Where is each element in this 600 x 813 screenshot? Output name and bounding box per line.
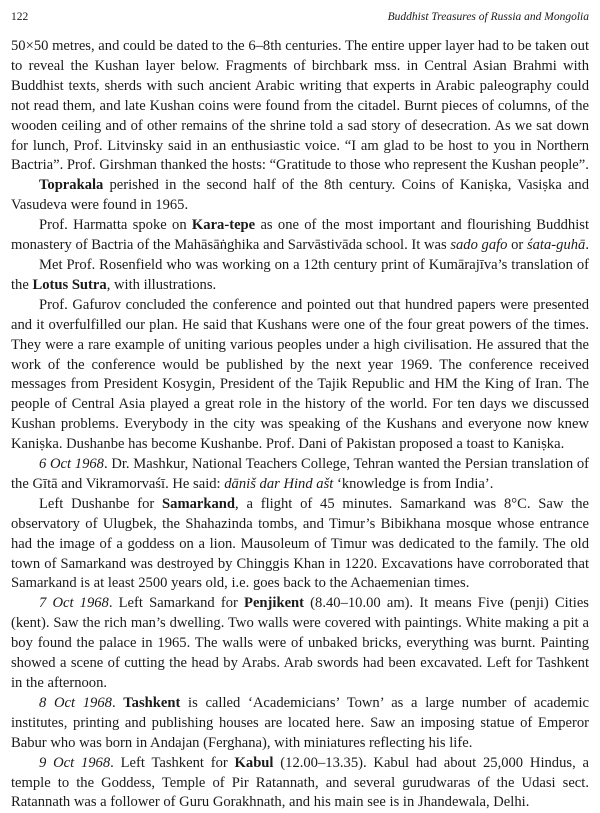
bold-term: Kara-tepe: [191, 217, 256, 234]
bold-term: Penjikent: [244, 595, 305, 612]
paragraph: [11, 176, 589, 216]
body-text: [11, 37, 589, 813]
italic-text: sado gafo: [450, 237, 508, 254]
text-run: (8.40–10.00 am). It means Five (penji) Cities (kent). Saw the rich man’s dwelling. Two walls were covered with paintings. White making a pit a boy found the palace in 1965. The walls were of unbaked bricks, everything was burnt. Painting showed a scene of cutting the head by Arabs. Arab swords had been excavated. Left for Tashkent in the afternoon.: [11, 595, 589, 691]
paragraph: [11, 216, 589, 256]
text-run: Prof. Harmatta spoke on: [39, 217, 192, 234]
text-run: .: [585, 237, 589, 254]
paragraph: [11, 694, 589, 754]
text-run: . Dr. Mashkur, National Teachers College, Tehran wanted the Persian translation of the Gītā and Vikramorvaśī. He said:: [11, 456, 590, 492]
italic-text: 9 Oct 1968: [39, 754, 111, 771]
bold-term: Lotus Sutra: [32, 276, 107, 293]
bold-term: Toprakala: [39, 177, 104, 194]
text-run: .: [111, 694, 124, 711]
text-run: . Left Samarkand for: [108, 595, 245, 612]
bold-term: Tashkent: [123, 694, 181, 711]
text-run: 50×50 metres, and could be dated to the 6–8th centuries. The entire upper layer had to be taken out to reveal the Kushan layer below. Fragments of birchbark mss. in Central Asian Brahmi with Buddhist texts, sherds with such ancient Arabic writing that experts in Arabic paleography could not read them, and late Kushan coins were found from the citadel. Burnt pieces of columns, of the wooden ceiling and of other remains of the shrine told a sad story of desecration. As we sat down for lunch, Prof. Litvinsky said in an enthusiastic voice. “I am glad to be host to you in Northern Bactria”. Prof. Girshman thanked the hosts: “Gratitude to those who represent the Kushan people”.: [11, 38, 589, 174]
text-run: or: [507, 237, 527, 254]
text-run: as one of the most important and flourishing Buddhist monastery of Bactria of the Mahāsāṅghika and Sarvāstivāda school. It was: [11, 217, 589, 254]
paragraph: [11, 754, 589, 813]
text-run: Left Dushanbe for: [39, 495, 163, 512]
running-title: Buddhist Treasures of Russia and Mongolia: [387, 11, 589, 23]
text-run: is called ‘Academicians’ Town’ as a large number of academic institutes, printing and publishing houses are located here. Saw an imposing statue of Emperor Babur who was born in Andajan (Ferghana), with miniatures reflecting his life.: [11, 694, 589, 751]
bold-term: Samarkand: [162, 495, 236, 512]
paragraph: [11, 455, 589, 495]
paragraph: [11, 256, 589, 296]
text-run: . Left Tashkent for: [110, 754, 235, 771]
italic-text: 7 Oct 1968: [39, 595, 109, 612]
paragraph: [11, 37, 589, 176]
paragraph: [11, 495, 589, 595]
paragraph: [11, 594, 589, 694]
text-run: , a flight of 45 minutes. Samarkand was 8°C. Saw the observatory of Ulugbek, the Shahazinda tombs, and Timur’s Bibikhana mosque whose entrance had the image of a goddess on a lion. Mausoleum of Timur was dedicated to the family. The old town of Samarkand was destroyed by Chinggis Khan in 1220. Excavations have corroborated that Samarkand is at least 2500 years old, i.e. goes back to the Achaemenian times.: [11, 495, 589, 592]
italic-text: dāniš dar Hind ašt: [224, 475, 334, 492]
italic-text: śata-guhā: [526, 237, 586, 254]
italic-text: 8 Oct 1968: [39, 694, 112, 711]
text-run: (12.00–13.35). Kabul had about 25,000 Hindus, a temple to the Goddess, Temple of Pir Ratannath, and several gurudwaras of the Udasi sect. Ratannath was a follower of Guru Gorakhnath, and his main see is in Jhandewala, Delhi.: [11, 754, 589, 811]
running-header: [11, 9, 589, 25]
italic-text: 6 Oct 1968: [39, 456, 104, 473]
text-run: Met Prof. Rosenfield who was working on a 12th century print of Kumārajīva’s translation of the: [11, 256, 589, 293]
page-number: 122: [11, 11, 29, 23]
text-run: Prof. Gafurov concluded the conference and pointed out that hundred papers were presented and it overfulfilled our plan. He said that Kushans were one of the four great powers of the times. They were a rare example of uniting various peoples under a high civilisation. He assured that the work of the conference would be published by the next year 1969. The conference received messages from President Kosygin, President of the Tajik Republic and HM the King of Iran. The people of Central Asia played a great role in the history of the world. For ten days we discussed Kushan problems. Everybody in the city was speaking of the Kushans and everyone now knew Kaniṣka. Dushanbe has become Kushanbe. Prof. Dani of Pakistan proposed a toast to Kaniṣka.: [11, 296, 589, 453]
bold-term: Kabul: [234, 754, 274, 771]
text-run: , with illustrations.: [106, 276, 217, 293]
text-run: ‘knowledge is from India’.: [333, 475, 494, 492]
text-run: perished in the second half of the 8th century. Coins of Kaniṣka, Vasiṣka and Vasudeva were found in 1965.: [11, 177, 589, 214]
paragraph: [11, 296, 589, 455]
